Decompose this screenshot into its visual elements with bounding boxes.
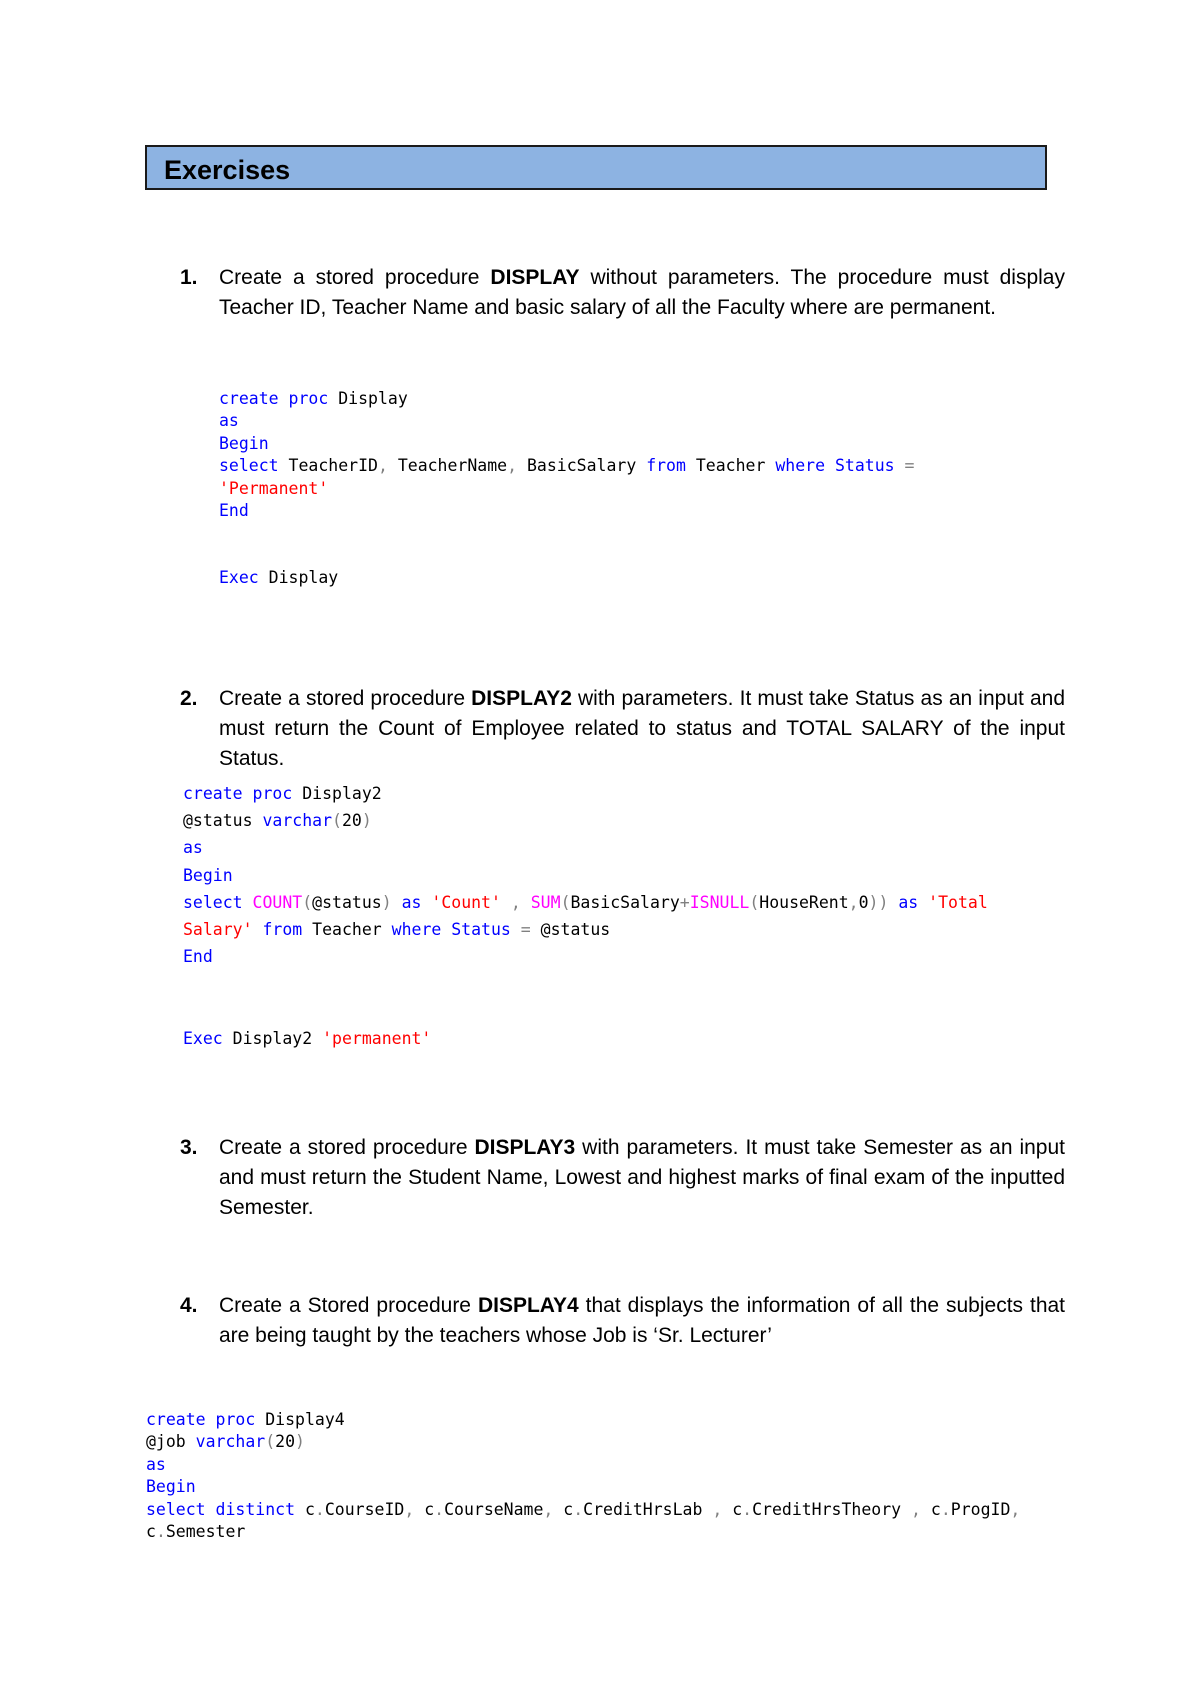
- question-text-post: with parameters. It must take Semester as an input and must return the Student Name, Lowest and highest marks of final exam of the inputted Semester.: [219, 1136, 1065, 1219]
- code-token: TeacherID: [278, 456, 378, 476]
- code-token: [895, 456, 905, 475]
- question-text: [219, 684, 1065, 774]
- code-token: BasicSalary: [517, 456, 647, 476]
- code-token: select: [183, 892, 243, 912]
- code-token: [901, 1500, 911, 1519]
- code-line: [219, 410, 914, 432]
- code-token: CreditHrsTheory: [752, 1499, 902, 1519]
- code-token: ISNULL: [689, 892, 750, 912]
- code-token: [421, 893, 431, 912]
- code-token: (: [302, 892, 313, 912]
- code-token: ,: [507, 456, 518, 476]
- question-number: 1.: [180, 266, 198, 289]
- code-token: .: [314, 1499, 325, 1519]
- code-token: [253, 920, 263, 939]
- code-token: [702, 1500, 712, 1519]
- code-token: (: [560, 892, 571, 912]
- code-token: from: [646, 456, 686, 476]
- code-token: as: [183, 838, 203, 858]
- code-token: c: [146, 1522, 156, 1542]
- code-block-3: [146, 1409, 1020, 1543]
- code-token: [511, 920, 521, 939]
- code-token: COUNT: [252, 892, 303, 912]
- code-token: =: [904, 456, 915, 476]
- question-text: [219, 1291, 1065, 1351]
- code-token: @status: [183, 811, 263, 831]
- code-line: [183, 970, 988, 997]
- code-block-2: [183, 780, 988, 1052]
- code-token: [243, 784, 253, 803]
- code-token: from: [262, 920, 303, 940]
- code-line: [146, 1454, 1020, 1476]
- code-line: [183, 943, 988, 970]
- code-token: .: [940, 1499, 951, 1519]
- code-token: TeacherName: [387, 456, 508, 476]
- code-line: [219, 388, 914, 410]
- question-number: 2.: [180, 687, 198, 710]
- question-text-pre: Create a Stored procedure: [219, 1294, 478, 1317]
- code-line: [183, 1025, 988, 1052]
- code-token: Teacher: [302, 920, 392, 940]
- code-block-1: [219, 388, 914, 590]
- code-token: .: [742, 1499, 753, 1519]
- code-token: Display: [328, 389, 408, 408]
- code-token: ,: [404, 1499, 415, 1519]
- code-token: 0: [858, 892, 869, 912]
- procedure-name: DISPLAY2: [471, 687, 572, 710]
- code-token: [243, 893, 253, 912]
- code-token: @status: [312, 892, 382, 912]
- code-token: ,: [1010, 1499, 1021, 1519]
- code-token: ,: [377, 456, 388, 476]
- code-token: ,: [848, 892, 859, 912]
- code-token: ,: [543, 1499, 554, 1519]
- code-token: proc: [252, 784, 293, 803]
- code-line: [146, 1409, 1020, 1431]
- code-token: create: [183, 784, 243, 803]
- question-text: [219, 1133, 1065, 1223]
- code-token: Display: [258, 568, 339, 588]
- question-text-pre: Create a stored procedure: [219, 687, 472, 710]
- code-token: (: [265, 1432, 276, 1452]
- code-token: [501, 893, 511, 912]
- code-token: 'Permanent': [219, 478, 329, 498]
- code-token: proc: [288, 389, 329, 408]
- code-token: Display4: [255, 1410, 345, 1429]
- code-token: [441, 920, 451, 939]
- code-line: [219, 478, 914, 500]
- code-line: [219, 567, 914, 589]
- code-token: Begin: [146, 1477, 196, 1497]
- code-line: [183, 780, 988, 807]
- code-line: [183, 807, 988, 834]
- question-text-post: that displays the information of all the subjects that are being taught by the teachers whose Job is ‘Sr. Lecturer’: [219, 1294, 1066, 1347]
- code-token: c: [414, 1499, 435, 1519]
- question-text-post: with parameters. It must take Status as an input and must return the Count of Employee related to status and TOTAL SALARY of the input Status.: [219, 687, 1065, 770]
- code-token: [521, 893, 531, 912]
- code-token: c: [920, 1499, 941, 1519]
- code-token: [392, 893, 402, 912]
- code-line: [219, 455, 914, 477]
- code-token: )): [868, 892, 889, 912]
- code-token: .: [155, 1522, 166, 1542]
- question-text-pre: Create a stored procedure: [219, 1136, 475, 1159]
- code-token: CreditHrsLab: [583, 1499, 703, 1519]
- code-token: HouseRent: [759, 892, 849, 912]
- code-token: ): [295, 1432, 305, 1452]
- code-token: Exec: [219, 568, 259, 588]
- code-token: ProgID: [950, 1499, 1011, 1519]
- code-token: 'Count': [431, 892, 501, 912]
- code-token: @job: [146, 1432, 196, 1452]
- code-line: [183, 998, 988, 1025]
- code-token: CourseName: [444, 1499, 544, 1519]
- code-token: 'Total: [928, 892, 988, 912]
- code-token: End: [219, 501, 249, 521]
- code-token: c: [722, 1499, 743, 1519]
- code-token: distinct: [215, 1499, 296, 1519]
- code-token: Begin: [183, 865, 233, 885]
- code-token: Salary': [183, 920, 253, 940]
- code-token: [918, 893, 928, 912]
- code-token: ): [381, 892, 392, 912]
- code-token: 20: [341, 811, 362, 831]
- code-token: (: [749, 892, 760, 912]
- code-line: [183, 834, 988, 861]
- code-token: End: [183, 947, 213, 967]
- code-token: Teacher: [685, 456, 776, 476]
- code-token: select: [146, 1499, 206, 1519]
- code-token: Semester: [165, 1522, 246, 1542]
- code-token: where: [775, 456, 826, 476]
- question-1: [180, 263, 1065, 323]
- code-token: BasicSalary: [570, 892, 680, 912]
- code-token: where: [391, 920, 442, 940]
- code-line: [146, 1499, 1020, 1521]
- code-token: varchar: [262, 811, 333, 831]
- code-token: (: [332, 811, 342, 831]
- code-token: Display2: [292, 784, 382, 803]
- code-token: .: [573, 1499, 584, 1519]
- section-title: Exercises: [164, 155, 291, 185]
- code-token: as: [898, 892, 919, 912]
- code-line: [219, 522, 914, 544]
- code-token: Begin: [219, 433, 269, 453]
- code-token: @status: [530, 920, 611, 940]
- code-line: [183, 889, 988, 916]
- code-token: [825, 456, 835, 475]
- code-token: varchar: [195, 1432, 266, 1452]
- code-token: =: [520, 920, 531, 940]
- code-token: ): [361, 811, 372, 831]
- code-line: [183, 916, 988, 943]
- question-text: [219, 263, 1065, 323]
- code-token: proc: [215, 1410, 256, 1429]
- code-token: [206, 1500, 216, 1519]
- code-token: CourseID: [324, 1499, 405, 1519]
- question-4: [180, 1291, 1065, 1351]
- code-line: [219, 545, 914, 567]
- code-line: [146, 1521, 1020, 1543]
- code-line: [146, 1476, 1020, 1498]
- question-3: [180, 1133, 1065, 1223]
- code-token: ,: [510, 892, 521, 912]
- code-token: Display2: [222, 1028, 323, 1048]
- code-line: [183, 862, 988, 889]
- code-token: [888, 893, 898, 912]
- code-token: Status: [451, 920, 511, 940]
- code-token: c: [295, 1499, 315, 1519]
- question-number: 3.: [180, 1136, 198, 1159]
- code-token: 'permanent': [322, 1028, 432, 1048]
- code-token: +: [679, 892, 690, 912]
- code-line: [146, 1431, 1020, 1453]
- procedure-name: DISPLAY4: [477, 1294, 579, 1317]
- code-token: c: [553, 1499, 574, 1519]
- code-token: as: [146, 1454, 166, 1474]
- code-token: .: [434, 1499, 445, 1519]
- code-token: create: [219, 389, 279, 408]
- procedure-name: DISPLAY3: [474, 1136, 576, 1159]
- code-token: as: [219, 411, 239, 431]
- code-token: [279, 389, 289, 408]
- code-line: [219, 500, 914, 522]
- code-line: [219, 433, 914, 455]
- procedure-name: DISPLAY: [490, 266, 580, 289]
- exercises-banner: [145, 145, 1047, 190]
- code-token: ,: [712, 1499, 723, 1519]
- code-token: 20: [275, 1432, 296, 1452]
- code-token: create: [146, 1410, 206, 1429]
- question-2: [180, 684, 1065, 774]
- question-text-post: without parameters. The procedure must display Teacher ID, Teacher Name and basic salary of all the Faculty where are permanent.: [219, 266, 1065, 319]
- code-token: as: [401, 892, 422, 912]
- code-token: Exec: [183, 1028, 223, 1048]
- code-token: SUM: [530, 892, 561, 912]
- question-number: 4.: [180, 1294, 198, 1317]
- question-text-pre: Create a stored procedure: [219, 266, 491, 289]
- code-token: select: [219, 456, 279, 476]
- code-token: Status: [834, 456, 895, 476]
- code-token: [206, 1410, 216, 1429]
- code-token: ,: [911, 1499, 921, 1519]
